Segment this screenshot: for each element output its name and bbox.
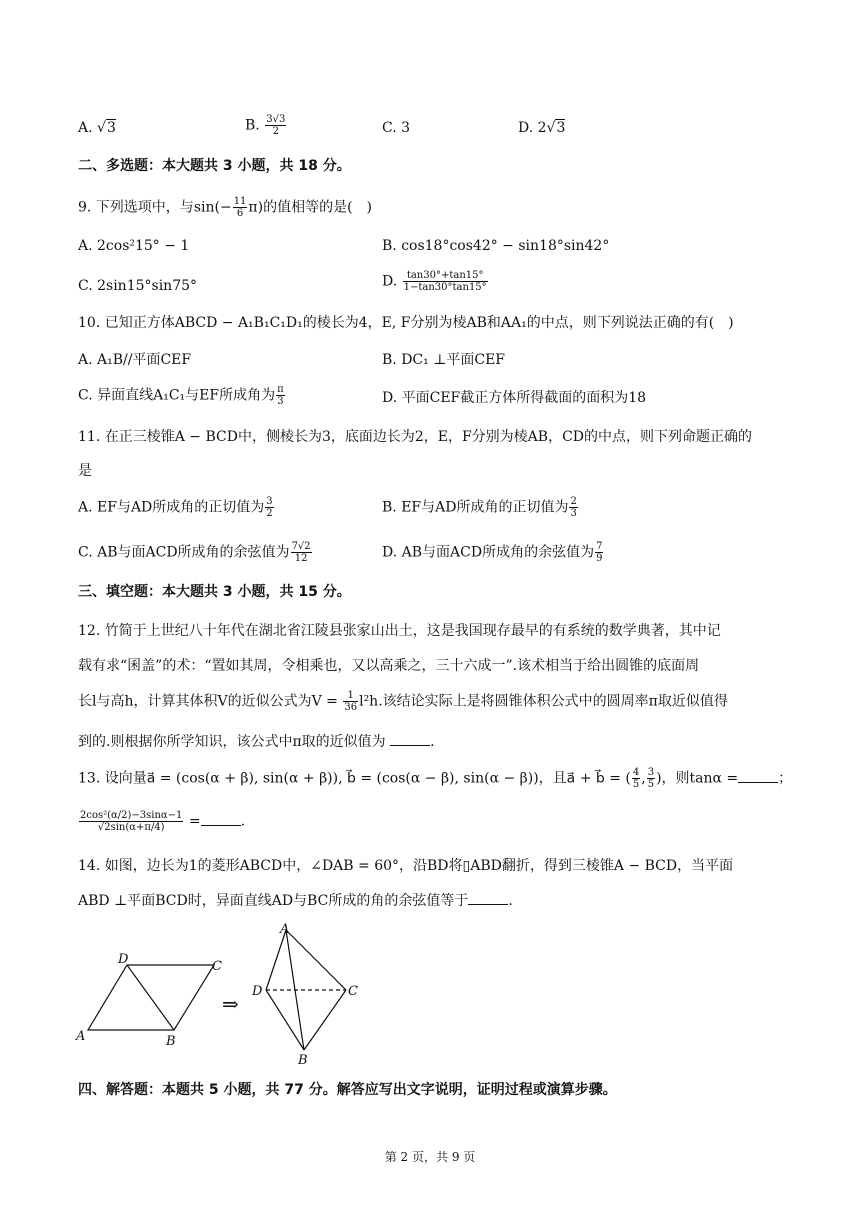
q14-line1: 14. 如图，边长为1的菱形ABCD中，∠DAB = 60°，沿BD将▯ABD翻折，得到三棱锥A − BCD，当平面 bbox=[78, 858, 734, 874]
q9-stem: 9. 下列选项中，与sin(− $\frac{11}{6}$ π)的值相等的是( ) bbox=[78, 196, 373, 219]
answer-blank bbox=[390, 733, 430, 746]
q11-option-d: D. AB与面ACD所成角的余弦值为 $\frac{7}{9}$ bbox=[382, 541, 603, 564]
rhombus-fold-figure bbox=[70, 920, 390, 1068]
q9-option-c: C. 2sin15°sin75° bbox=[78, 278, 198, 294]
label-left-c: C bbox=[212, 959, 222, 974]
page-footer: 第 2 页，共 9 页 bbox=[384, 1150, 476, 1164]
q8-option-c: C. 3 bbox=[382, 120, 411, 136]
q9-option-d: D. $\frac{\tan 30^\circ+\tan 15^\circ}{1-\tan 30^\circ\tan 15^\circ}$ bbox=[382, 270, 487, 293]
label-right-b: B bbox=[298, 1053, 308, 1068]
label-right-a: A bbox=[280, 922, 290, 937]
section-4-heading: 四、解答题：本题共 5 小题，共 77 分。解答应写出文字说明，证明过程或演算步骤。 bbox=[78, 1082, 617, 1098]
section-2-heading: 二、多选题：本大题共 3 小题，共 18 分。 bbox=[78, 158, 351, 174]
q13-line1: 13. 设向量a⃗ = (cos(α + β), sin(α + β)), b⃗ = (cos(α − β), sin(α − β))，且a⃗ + b⃗ = ( $\frac{4}{5}$ , $\frac{3}{5}$ )，则tanα = ； bbox=[78, 767, 793, 790]
q11-option-a: A. EF与AD所成角的正切值为 $\frac{3}{2}$ bbox=[78, 496, 273, 519]
q10-option-a: A. A₁B//平面CEF bbox=[78, 352, 192, 368]
section-3-heading: 三、填空题：本大题共 3 小题，共 15 分。 bbox=[78, 584, 351, 600]
label-left-b: B bbox=[166, 1034, 176, 1049]
q12-line2: 载有求“囷盖”的术：“置如其周，令相乘也，又以高乘之，三十六成一”.该术相当于给出圆锥的底面周 bbox=[78, 658, 700, 674]
q8-option-a: A. √3 bbox=[78, 120, 116, 136]
q10-option-d: D. 平面CEF截正方体所得截面的面积为18 bbox=[382, 390, 647, 406]
q9-option-a: A. 2cos²15° − 1 bbox=[78, 238, 190, 254]
arrow-icon: ⇒ bbox=[222, 992, 239, 1016]
label-right-c: C bbox=[348, 984, 358, 999]
label-left-a: A bbox=[76, 1029, 86, 1044]
q12-line1: 12. 竹简于上世纪八十年代在湖北省江陵县张家山出土，这是我国现存最早的有系统的数学典著，其中记 bbox=[78, 623, 721, 639]
q13-line2: $\frac{\text{2cos²(α/2)−3sinα−1}}{√2\sin(\alpha+\pi/4)}$ = . bbox=[80, 810, 246, 833]
q10-option-c: C. 异面直线A₁C₁与EF所成角为 $\frac{\pi}{3}$ bbox=[78, 384, 284, 407]
q11-stem-line1: 11. 在正三棱锥A − BCD中，侧棱长为3，底面边长为2，E，F分别为棱AB，CD的中点，则下列命题正确的 bbox=[78, 429, 753, 445]
q11-stem-line2: 是 bbox=[78, 463, 92, 479]
q10-option-b: B. DC₁ ⊥平面CEF bbox=[382, 352, 505, 368]
q14-line2: ABD ⊥平面BCD时，异面直线AD与BC所成的角的余弦值等于 . bbox=[78, 893, 513, 909]
q10-stem: 10. 已知正方体ABCD − A₁B₁C₁D₁的棱长为4，E, F分别为棱AB和AA₁的中点，则下列说法正确的有( ) bbox=[78, 315, 734, 331]
answer-blank bbox=[468, 892, 508, 905]
q9-option-b: B. cos18°cos42° − sin18°sin42° bbox=[382, 238, 610, 254]
answer-blank bbox=[738, 770, 778, 783]
q12-line4: 到的.则根据你所学知识，该公式中π取的近似值为 . bbox=[78, 734, 435, 750]
q11-option-b: B. EF与AD所成角的正切值为 $\frac{2}{3}$ bbox=[382, 496, 577, 519]
answer-blank bbox=[201, 813, 241, 826]
q11-option-c: C. AB与面ACD所成角的余弦值为 $\frac{7√2}{12}$ bbox=[78, 541, 311, 564]
q8-option-b: B. $\frac{3√3}{2}$ bbox=[245, 114, 286, 137]
q8-option-d: D. 2√3 bbox=[518, 120, 566, 136]
rhombus-diagonal-bd bbox=[127, 965, 174, 1030]
q12-line3: 长l与高h，计算其体积V的近似公式为V = $\frac{1}{36}$ l²h.该结论实际上是将圆锥体积公式中的圆周率π取近似值得 bbox=[78, 690, 728, 713]
label-left-d: D bbox=[118, 952, 129, 967]
label-right-d: D bbox=[252, 984, 263, 999]
